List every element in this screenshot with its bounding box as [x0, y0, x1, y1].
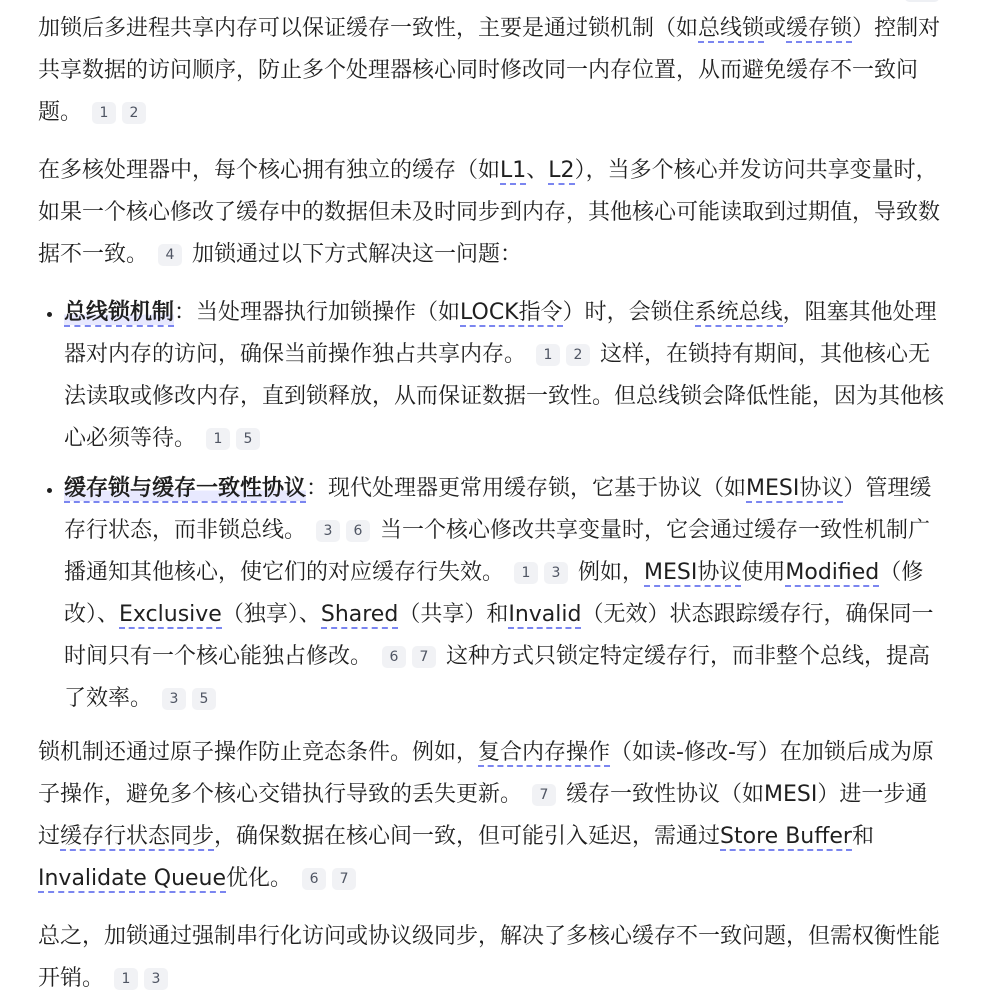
list-item-cache-lock: [64, 468, 948, 720]
text: 在多核处理器中，每个核心拥有独立的缓存（如: [38, 158, 501, 183]
term-link-shared[interactable]: Shared: [320, 602, 399, 627]
text: ）管理缓存行状态，而非锁总线。: [64, 476, 932, 543]
text: 优化。: [226, 866, 293, 891]
text: （修改）、: [64, 560, 924, 627]
term-link-l1[interactable]: L1: [500, 158, 527, 183]
term-link-l2[interactable]: L2: [548, 158, 575, 183]
citation-badge[interactable]: 4: [158, 244, 182, 266]
citation-badge[interactable]: 1: [114, 968, 138, 990]
term-link-store-buffer[interactable]: Store Buffer: [720, 824, 852, 849]
term-link-mesi[interactable]: MESI协议: [746, 476, 844, 501]
text: 、: [526, 158, 549, 183]
text: 例如，: [578, 560, 645, 585]
citation-badge[interactable]: 1: [514, 562, 538, 584]
term-link-invalid[interactable]: Invalid: [508, 602, 582, 627]
term-link-compound-op[interactable]: 复合内存操作: [478, 740, 611, 765]
citation-badge[interactable]: 5: [192, 688, 216, 710]
citation-badge[interactable]: 3: [144, 968, 168, 990]
text: （共享）和: [398, 602, 509, 627]
citation-badge[interactable]: 2: [566, 344, 590, 366]
text: （独享）、: [221, 602, 321, 627]
term-link-invalidate-queue[interactable]: Invalidate Queue: [38, 866, 227, 891]
term-link-lock-instruction[interactable]: LOCK指令: [460, 300, 563, 325]
text: ：现代处理器更常用缓存锁，它基于协议（如: [306, 476, 747, 501]
list-item-bus-lock: [64, 292, 948, 460]
text: 或: [764, 16, 787, 41]
citation-badge[interactable]: 6: [346, 520, 370, 542]
citation-badge[interactable]: 6: [382, 646, 406, 668]
text: 这种方式只锁定特定缓存行，而非整个总线，提高了效率。: [64, 644, 931, 711]
term-link-bus-lock[interactable]: 总线锁: [698, 16, 765, 41]
paragraph-atomic: [38, 732, 948, 900]
term-link-cache-coherence-protocol[interactable]: 缓存锁与缓存一致性协议: [64, 476, 307, 501]
term-link-system-bus[interactable]: 系统总线: [694, 300, 783, 325]
text: （如读-修改-写）在加锁后成为原子操作，避免多个核心交错执行导致的丢失更新。: [38, 740, 934, 807]
citation-badge[interactable]: 3: [162, 688, 186, 710]
text: 缓存一致性协议（如MESI）进一步通过: [38, 782, 928, 849]
citation-badge[interactable]: 1: [536, 344, 560, 366]
citation-badge[interactable]: 6: [302, 868, 326, 890]
text: ，阻塞其他处理器对内存的访问，确保当前操作独占共享内存。: [64, 300, 937, 367]
text: 锁机制还通过原子操作防止竞态条件。例如，: [38, 740, 479, 765]
toolbar-stub: [904, 0, 940, 2]
term-link-bus-lock-mechanism[interactable]: 总线锁机制: [64, 300, 175, 325]
text: 这样，在锁持有期间，其他核心无法读取或修改内存，直到锁释放，从而保证数据一致性。但总线锁会降低性能，因为其他核心必须等待。: [64, 342, 945, 451]
citation-badge[interactable]: 3: [316, 520, 340, 542]
text: （无效）状态跟踪缓存行，确保同一时间只有一个核心能独占修改。: [64, 602, 934, 669]
citation-badge[interactable]: 7: [332, 868, 356, 890]
citation-badge[interactable]: 5: [236, 428, 260, 450]
text: ）时，会锁住: [562, 300, 695, 325]
text: 总之，加锁通过强制串行化访问或协议级同步，解决了多核心缓存不一致问题，但需权衡性能开销。: [38, 924, 941, 991]
paragraph-multicore: [38, 150, 948, 276]
paragraph-intro: [38, 8, 948, 134]
citation-badge[interactable]: 3: [544, 562, 568, 584]
text: ，确保数据在核心间一致，但可能引入延迟，需通过: [214, 824, 721, 849]
term-link-cacheline-sync[interactable]: 缓存行状态同步: [60, 824, 215, 849]
citation-badge[interactable]: 2: [122, 102, 146, 124]
term-link-modified[interactable]: Modified: [785, 560, 880, 585]
text: ）控制对共享数据的访问顺序，防止多个处理器核心同时修改同一内存位置，从而避免缓存不一致问题。: [38, 16, 941, 125]
text: 和: [851, 824, 874, 849]
citation-badge[interactable]: 7: [412, 646, 436, 668]
text: 使用: [741, 560, 786, 585]
text: 当一个核心修改共享变量时，它会通过缓存一致性机制广播通知其他核心，使它们的对应缓存行失效。: [64, 518, 931, 585]
citation-badge[interactable]: 7: [532, 784, 556, 806]
term-link-cache-lock[interactable]: 缓存锁: [786, 16, 853, 41]
term-link-exclusive[interactable]: Exclusive: [119, 602, 222, 627]
text: ），当多个核心并发访问共享变量时，如果一个核心修改了缓存中的数据但未及时同步到内存，其他核心可能读取到过期值，导致数据不一致。: [38, 158, 941, 267]
citation-badge[interactable]: 1: [92, 102, 116, 124]
text: 加锁通过以下方式解决这一问题：: [192, 242, 523, 267]
text: ：当处理器执行加锁操作（如: [174, 300, 461, 325]
citation-badge[interactable]: 1: [206, 428, 230, 450]
bullet-list: [38, 292, 948, 720]
paragraph-summary: [38, 916, 948, 1000]
term-link-mesi[interactable]: MESI协议: [644, 560, 742, 585]
text: 加锁后多进程共享内存可以保证缓存一致性，主要是通过锁机制（如: [38, 16, 699, 41]
